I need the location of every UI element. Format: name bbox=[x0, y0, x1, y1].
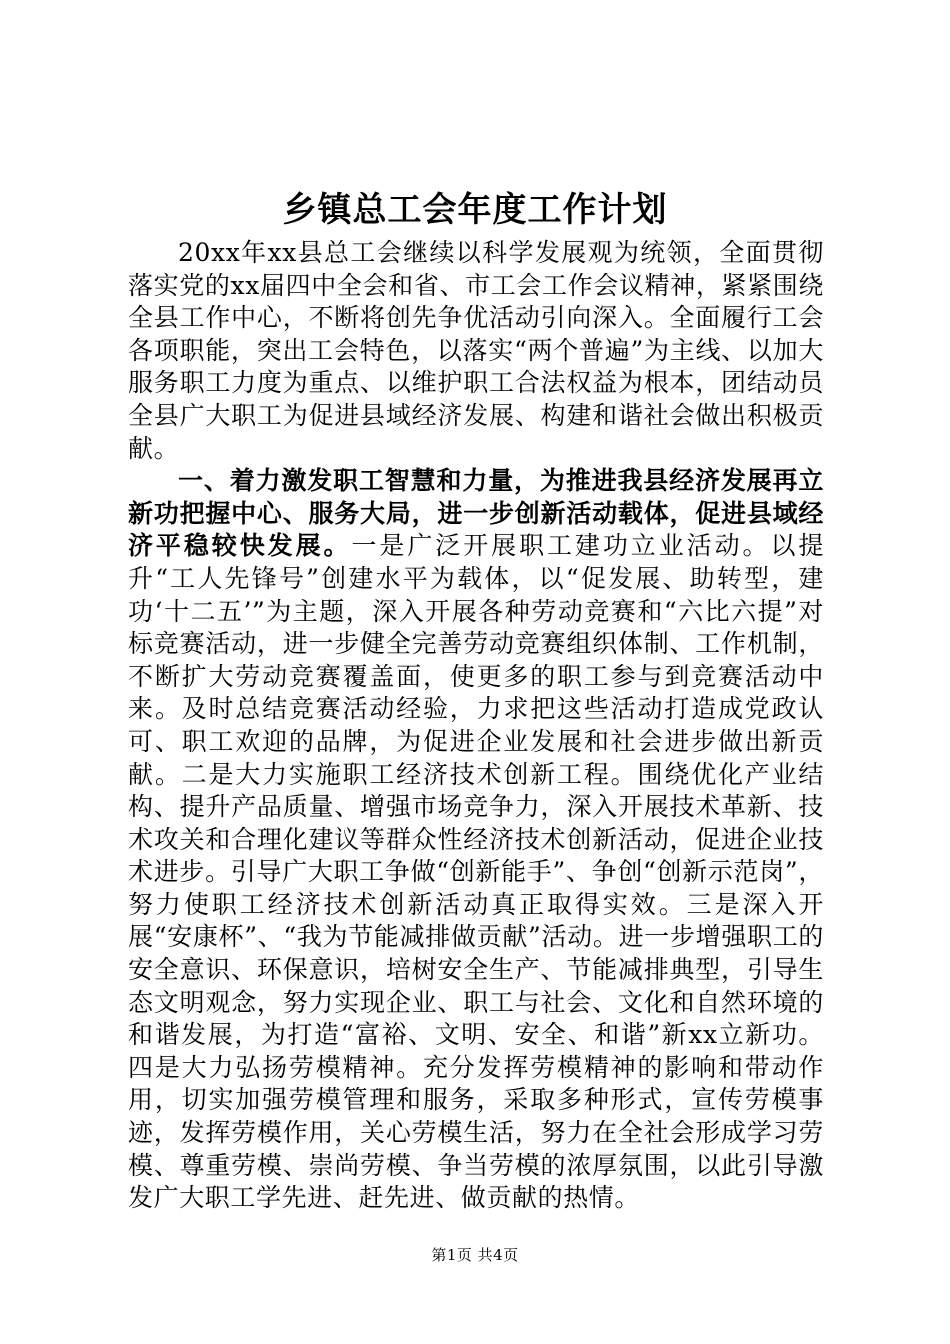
intro-paragraph-text: 20xx年xx县总工会继续以科学发展观为统领，全面贯彻落实党的xx届四中全会和省、市工会工作会议精神，紧紧围绕全县工作中心，不断将创先争优活动引向深入。全面履行工会各项职能，突出工会特色，以落实“两个普遍”为主线、以加大服务职工力度为重点、以维护职工合法权益为根本，团结动员全县广大职工为促进县域经济发展、构建和谐社会做出积极贡献。 bbox=[128, 238, 824, 463]
document-title: 乡镇总工会年度工作计划 bbox=[282, 190, 668, 230]
section-one-text: 一是广泛开展职工建功立业活动。以提升“工人先锋号”创建水平为载体，以“促发展、助转型，建功‘十二五’”为主题，深入开展各种劳动竞赛和“六比六提”对标竞赛活动，进一步健全完善劳动竞赛组织体制、工作机制，不断扩大劳动竞赛覆盖面，使更多的职工参与到竞赛活动中来。及时总结竞赛活动经验，力求把这些活动打造成党政认可、职工欢迎的品牌，为促进企业发展和社会进步做出新贡献。二是大力实施职工经济技术创新工程。围绕优化产业结构、提升产品质量、增强市场竞争力，深入开展技术革新、技术攻关和合理化建议等群众性经济技术创新活动，促进企业技术进步。引导广大职工争做“创新能手”、争创“创新示范岗”，努力使职工经济技术创新活动真正取得实效。三是深入开展“安康杯”、“我为节能减排做贡献”活动。进一步增强职工的安全意识、环保意识，培树安全生产、节能减排典型，引导生态文明观念，努力实现企业、职工与社会、文化和自然环境的和谐发展，为打造“富裕、文明、安全、和谐”新xx立新功。四是大力弘扬劳模精神。充分发挥劳模精神的影响和带动作用，切实加强劳模管理和服务，采取多种形式，宣传劳模事迹，发挥劳模作用，关心劳模生活，努力在全社会形成学习劳模、尊重劳模、崇尚劳模、争当劳模的浓厚氛围，以此引导激发广大职工学先进、赶先进、做贡献的热情。 bbox=[128, 531, 824, 1213]
intro-paragraph bbox=[128, 237, 824, 465]
section-one-paragraph bbox=[128, 465, 824, 1215]
document-body bbox=[128, 237, 824, 1215]
page-footer: 第1页 共4页 bbox=[431, 1246, 519, 1264]
section-one-heading: 一、着力激发职工智慧和力量，为推进我县经济发展再立新功把握中心、服务大局，进一步创新活动载体，促进县域经济平稳较快发展。 bbox=[128, 466, 824, 561]
